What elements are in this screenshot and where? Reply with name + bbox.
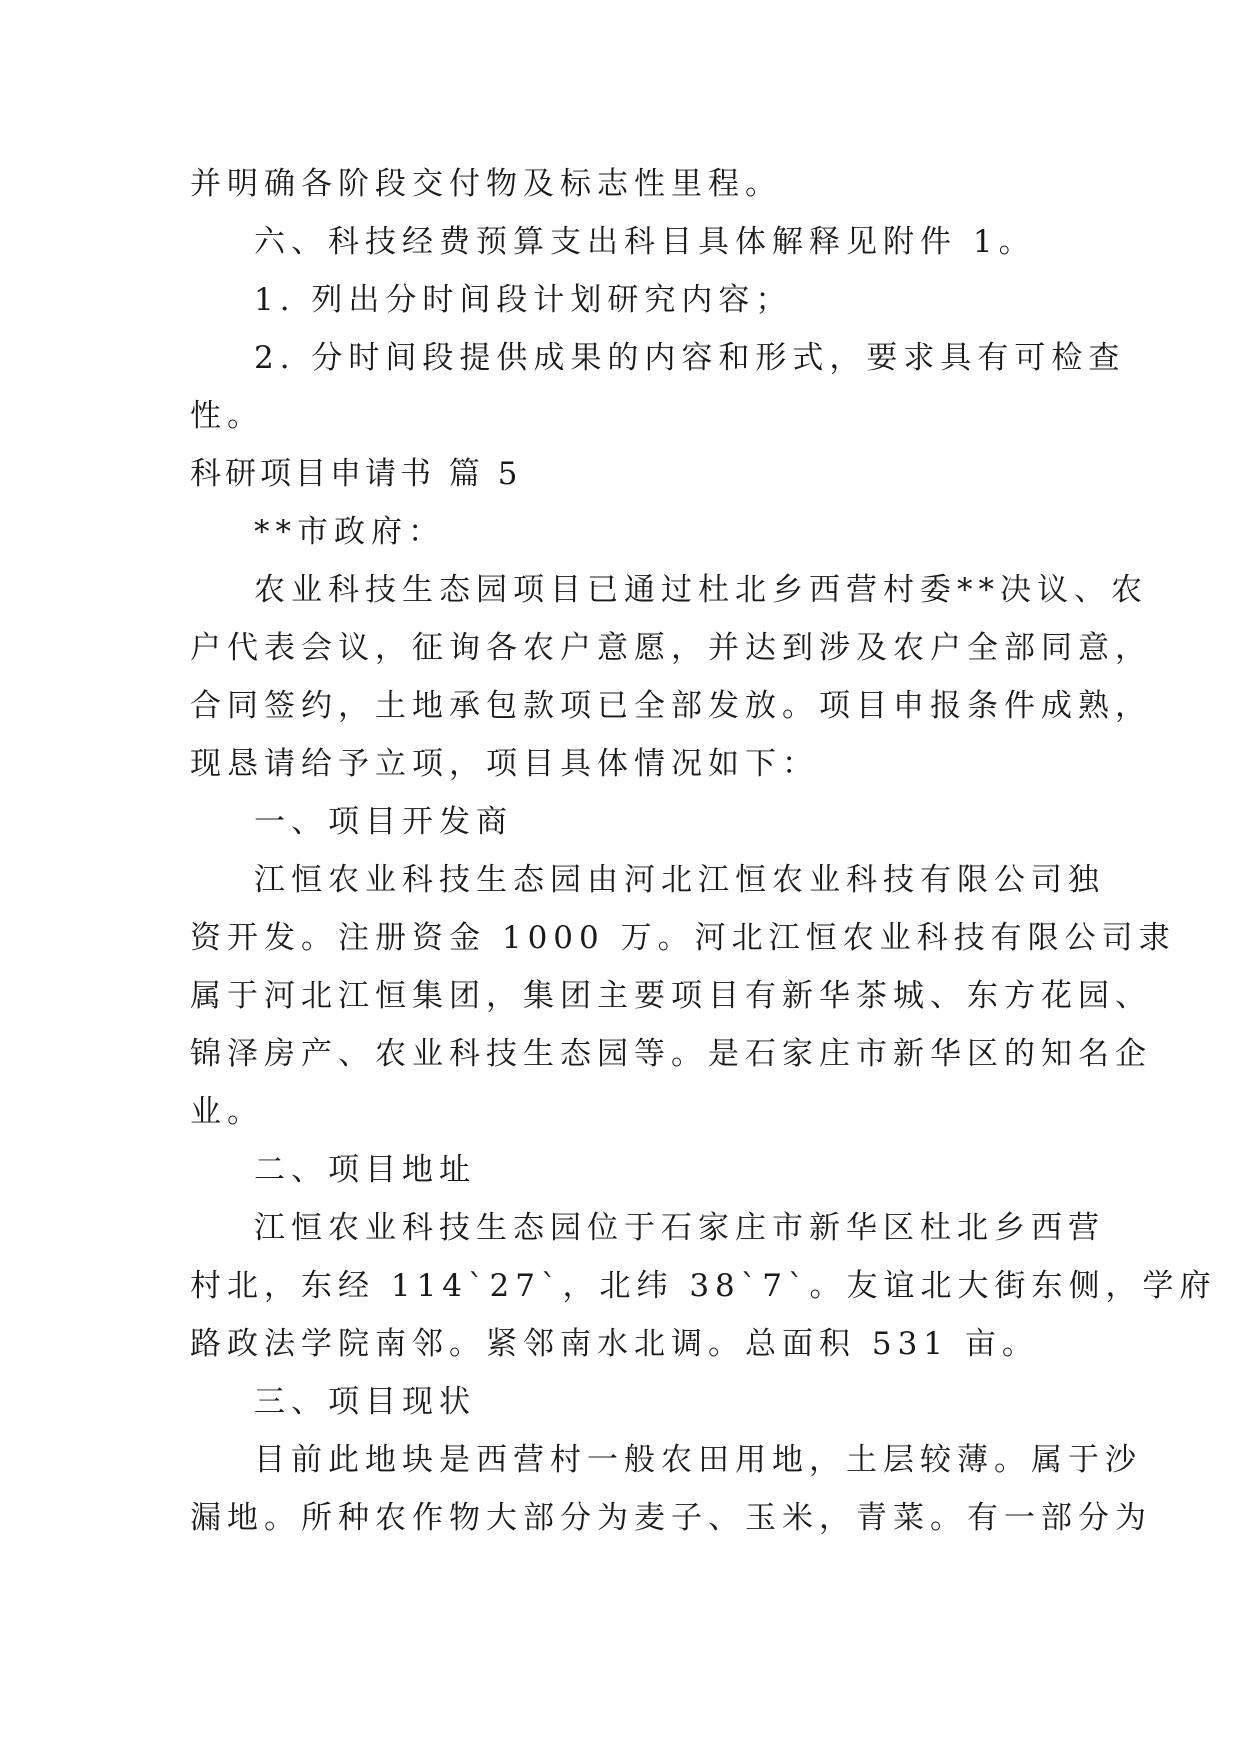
subheading: 一、项目开发商 <box>254 804 513 840</box>
paragraph-line: 业。 <box>190 1094 264 1130</box>
paragraph-line: 农业科技生态园项目已通过杜北乡西营村委**决议、农 <box>254 572 1148 608</box>
paragraph-line: 合同签约，土地承包款项已全部发放。项目申报条件成熟， <box>190 688 1152 724</box>
paragraph-line: 六、科技经费预算支出科目具体解释见附件 1。 <box>254 224 1036 260</box>
list-item: 2. 分时间段提供成果的内容和形式，要求具有可检查 <box>254 340 1126 376</box>
list-item: 1. 列出分时间段计划研究内容； <box>254 282 793 318</box>
subheading: 二、项目地址 <box>254 1152 476 1188</box>
paragraph-line: 村北，东经 114`27`，北纬 38`7`。友谊北大街东侧，学府 <box>190 1268 1217 1304</box>
salutation: **市政府： <box>254 514 445 550</box>
paragraph-line: 江恒农业科技生态园由河北江恒农业科技有限公司独 <box>254 862 1105 898</box>
paragraph-line: 路政法学院南邻。紧邻南水北调。总面积 531 亩。 <box>190 1326 1039 1362</box>
paragraph-line: 江恒农业科技生态园位于石家庄市新华区杜北乡西营 <box>254 1210 1105 1246</box>
subheading: 三、项目现状 <box>254 1384 476 1420</box>
paragraph-line: 漏地。所种农作物大部分为麦子、玉米，青菜。有一部分为 <box>190 1500 1152 1536</box>
paragraph-line: 资开发。注册资金 1000 万。河北江恒农业科技有限公司隶 <box>190 920 1176 956</box>
paragraph-line: 性。 <box>190 398 264 434</box>
section-title: 科研项目申请书 篇 5 <box>190 456 522 492</box>
paragraph-line: 现恳请给予立项，项目具体情况如下： <box>190 746 819 782</box>
paragraph-line: 并明确各阶段交付物及标志性里程。 <box>190 166 782 202</box>
paragraph-line: 户代表会议，征询各农户意愿，并达到涉及农户全部同意， <box>190 630 1152 666</box>
paragraph-line: 锦泽房产、农业科技生态园等。是石家庄市新华区的知名企 <box>190 1036 1152 1072</box>
paragraph-line: 属于河北江恒集团，集团主要项目有新华茶城、东方花园、 <box>190 978 1152 1014</box>
paragraph-line: 目前此地块是西营村一般农田用地，土层较薄。属于沙 <box>254 1442 1142 1478</box>
